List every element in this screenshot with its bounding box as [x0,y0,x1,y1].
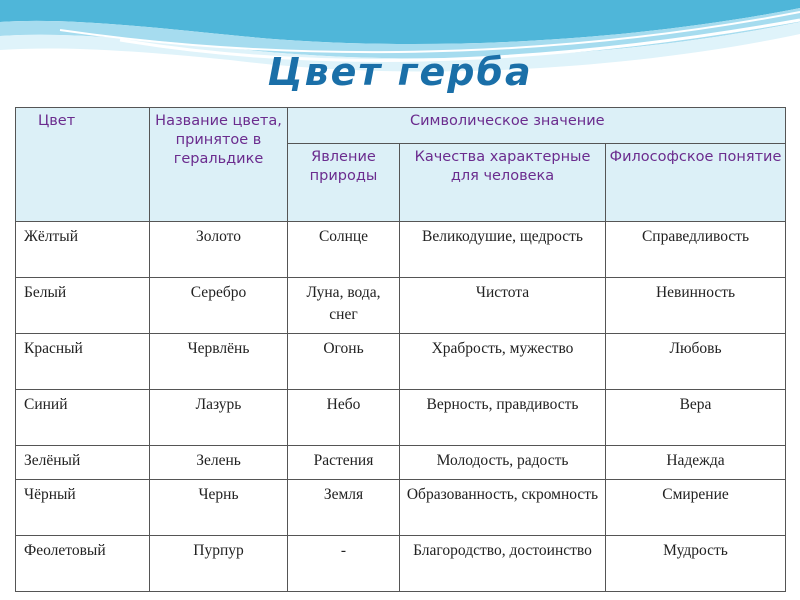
header-color: Цвет [16,108,150,222]
table-row [16,390,786,446]
cell-qualities: Образованность, скромность [400,480,606,536]
cell-color: Синий [16,390,150,446]
cell-nature: Земля [288,480,400,536]
cell-heraldic-name: Золото [150,222,288,278]
table-row [16,446,786,480]
table-row [16,222,786,278]
cell-nature: - [288,536,400,592]
table-row [16,536,786,592]
cell-heraldic-name: Пурпур [150,536,288,592]
header-heraldic-name: Название цвета, принятое в геральдике [150,108,288,222]
cell-qualities: Храбрость, мужество [400,334,606,390]
cell-philosophical: Вера [606,390,786,446]
table-row [16,334,786,390]
table-row [16,480,786,536]
cell-nature: Солнце [288,222,400,278]
cell-nature: Огонь [288,334,400,390]
page-title: Цвет герба [267,50,533,94]
cell-heraldic-name: Серебро [150,278,288,334]
cell-heraldic-name: Червлёнь [150,334,288,390]
cell-heraldic-name: Зелень [150,446,288,480]
cell-color: Зелёный [16,446,150,480]
cell-philosophical: Надежда [606,446,786,480]
table-row [16,278,786,334]
cell-qualities: Молодость, радость [400,446,606,480]
header-symbolic-meaning: Символическое значение [288,108,786,144]
cell-heraldic-name: Лазурь [150,390,288,446]
cell-color: Жёлтый [16,222,150,278]
cell-philosophical: Невинность [606,278,786,334]
cell-philosophical: Справедливость [606,222,786,278]
cell-color: Красный [16,334,150,390]
cell-nature: Растения [288,446,400,480]
cell-qualities: Верность, правдивость [400,390,606,446]
cell-qualities: Чистота [400,278,606,334]
header-qualities: Качества характерные для человека [400,144,606,222]
heraldry-color-table [15,107,786,592]
cell-philosophical: Мудрость [606,536,786,592]
header-philosophical: Философское понятие [606,144,786,222]
cell-color: Белый [16,278,150,334]
cell-color: Феолетовый [16,536,150,592]
cell-philosophical: Смирение [606,480,786,536]
cell-heraldic-name: Чернь [150,480,288,536]
cell-color: Чёрный [16,480,150,536]
cell-qualities: Благородство, достоинство [400,536,606,592]
header-row [16,108,786,144]
cell-nature: Луна, вода, снег [288,278,400,334]
cell-philosophical: Любовь [606,334,786,390]
cell-nature: Небо [288,390,400,446]
header-nature: Явление природы [288,144,400,222]
cell-qualities: Великодушие, щедрость [400,222,606,278]
